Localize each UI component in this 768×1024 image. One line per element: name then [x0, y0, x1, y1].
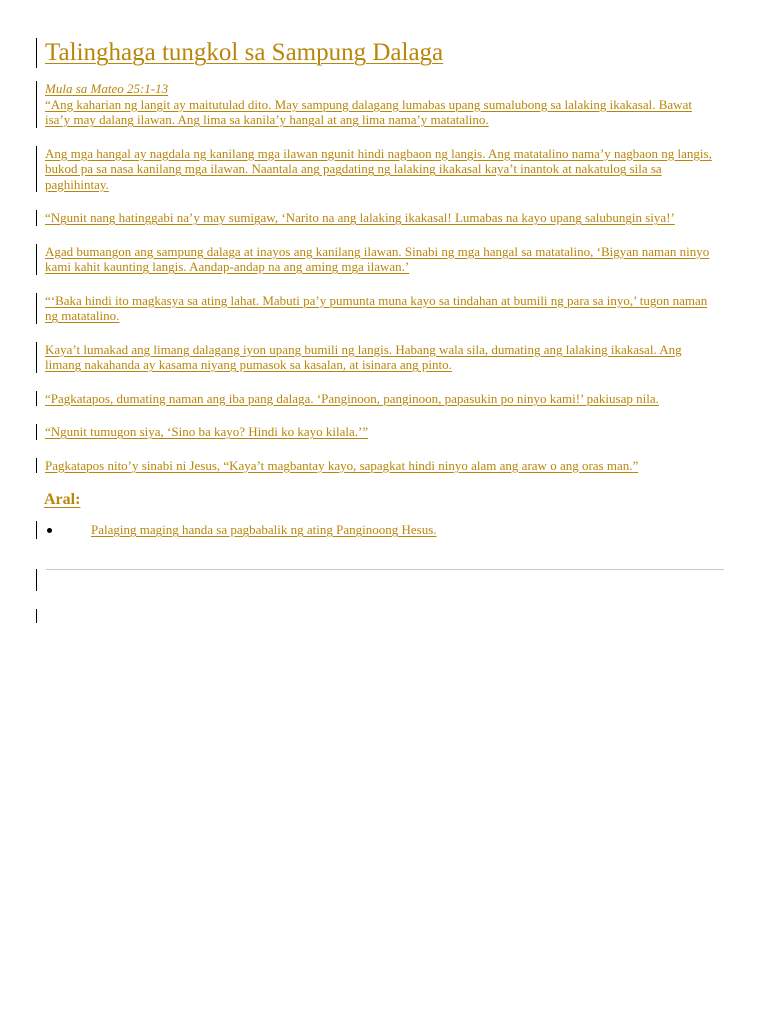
paragraph-6-text[interactable]: Kaya’t lumakad ang limang dalagang iyon upang bumili ng langis. Habang wala sila, dumating ang lalaking ikakasal. Ang limang nakahanda ay kasama niyang pumasok sa kasalan, at isinara ang pinto. [45, 341, 682, 372]
lesson-list [36, 521, 726, 539]
document-title-text[interactable]: Talinghaga tungkol sa Sampung Dalaga [45, 39, 444, 66]
paragraph-6 [36, 342, 715, 373]
paragraph-3-text[interactable]: “Ngunit nang hatinggabi na’y may sumigaw, ‘Narito na ang lalaking ikakasal! Lumabas na kayo upang salubungin siya!’ [45, 210, 675, 225]
paragraph-9 [36, 458, 715, 474]
paragraph-3 [36, 210, 715, 226]
lesson-item-text[interactable]: Palaging maging handa sa pagbabalik ng ating Panginoong Hesus. [91, 522, 437, 537]
paragraph-1-text[interactable]: “Ang kaharian ng langit ay maitutulad dito. May sampung dalagang lumabas upang sumalubong sa lalaking ikakasal. Bawat isa’y may dalang ilawan. Ang lima sa kanila’y hangal at ang lima nama’y matatalino. [45, 96, 692, 127]
paragraph-8 [36, 424, 715, 440]
lesson-list-item [45, 521, 726, 539]
horizontal-rule-block [36, 569, 726, 591]
lesson-heading [36, 491, 726, 509]
document-title [36, 38, 726, 68]
paragraph-2-text[interactable]: Ang mga hangal ay nagdala ng kanilang mga ilawan ngunit hindi nagbaon ng langis. Ang matatalino nama’y nagbaon ng langis, bukod pa sa nasa kanilang mga ilawan. Naantala ang pagdating ng lalaking ikakasal kaya’t inantok at nakatulog sila sa paghihintay. [45, 145, 712, 192]
document-body [36, 38, 726, 623]
horizontal-rule [46, 569, 724, 570]
paragraph-4-text[interactable]: Agad bumangon ang sampung dalaga at inayos ang kanilang ilawan. Sinabi ng mga hangal sa matatalino, ‘Bigyan naman ninyo kami kahit kaunting langis. Aandap-andap na ang aming mga ilawan.’ [45, 243, 710, 274]
paragraph-2 [36, 146, 715, 193]
paragraph-4 [36, 244, 715, 275]
paragraph-5 [36, 293, 715, 324]
text-cursor[interactable] [36, 609, 37, 623]
paragraph-8-text[interactable]: “Ngunit tumugon siya, ‘Sino ba kayo? Hindi ko kayo kilala.’” [45, 424, 369, 439]
paragraph-7-text[interactable]: “Pagkatapos, dumating naman ang iba pang dalaga. ‘Panginoon, panginoon, papasukin po ninyo kami!’ pakiusap nila. [45, 390, 659, 406]
paragraph-1 [36, 81, 715, 128]
scripture-reference[interactable]: Mula sa Mateo 25:1-13 [45, 81, 169, 96]
lesson-heading-text[interactable]: Aral: [44, 491, 81, 508]
bullet-icon [47, 528, 52, 533]
paragraph-9-text[interactable]: Pagkatapos nito’y sinabi ni Jesus, “Kaya’t magbantay kayo, sapagkat hindi ninyo alam ang araw o ang oras man.” [45, 457, 639, 473]
paragraph-5-text[interactable]: “‘Baka hindi ito magkasya sa ating lahat. Mabuti pa’y pumunta muna kayo sa tindahan at bumili ng para sa inyo,’ tugon naman ng matatalino. [45, 292, 708, 323]
paragraph-7 [36, 391, 715, 407]
